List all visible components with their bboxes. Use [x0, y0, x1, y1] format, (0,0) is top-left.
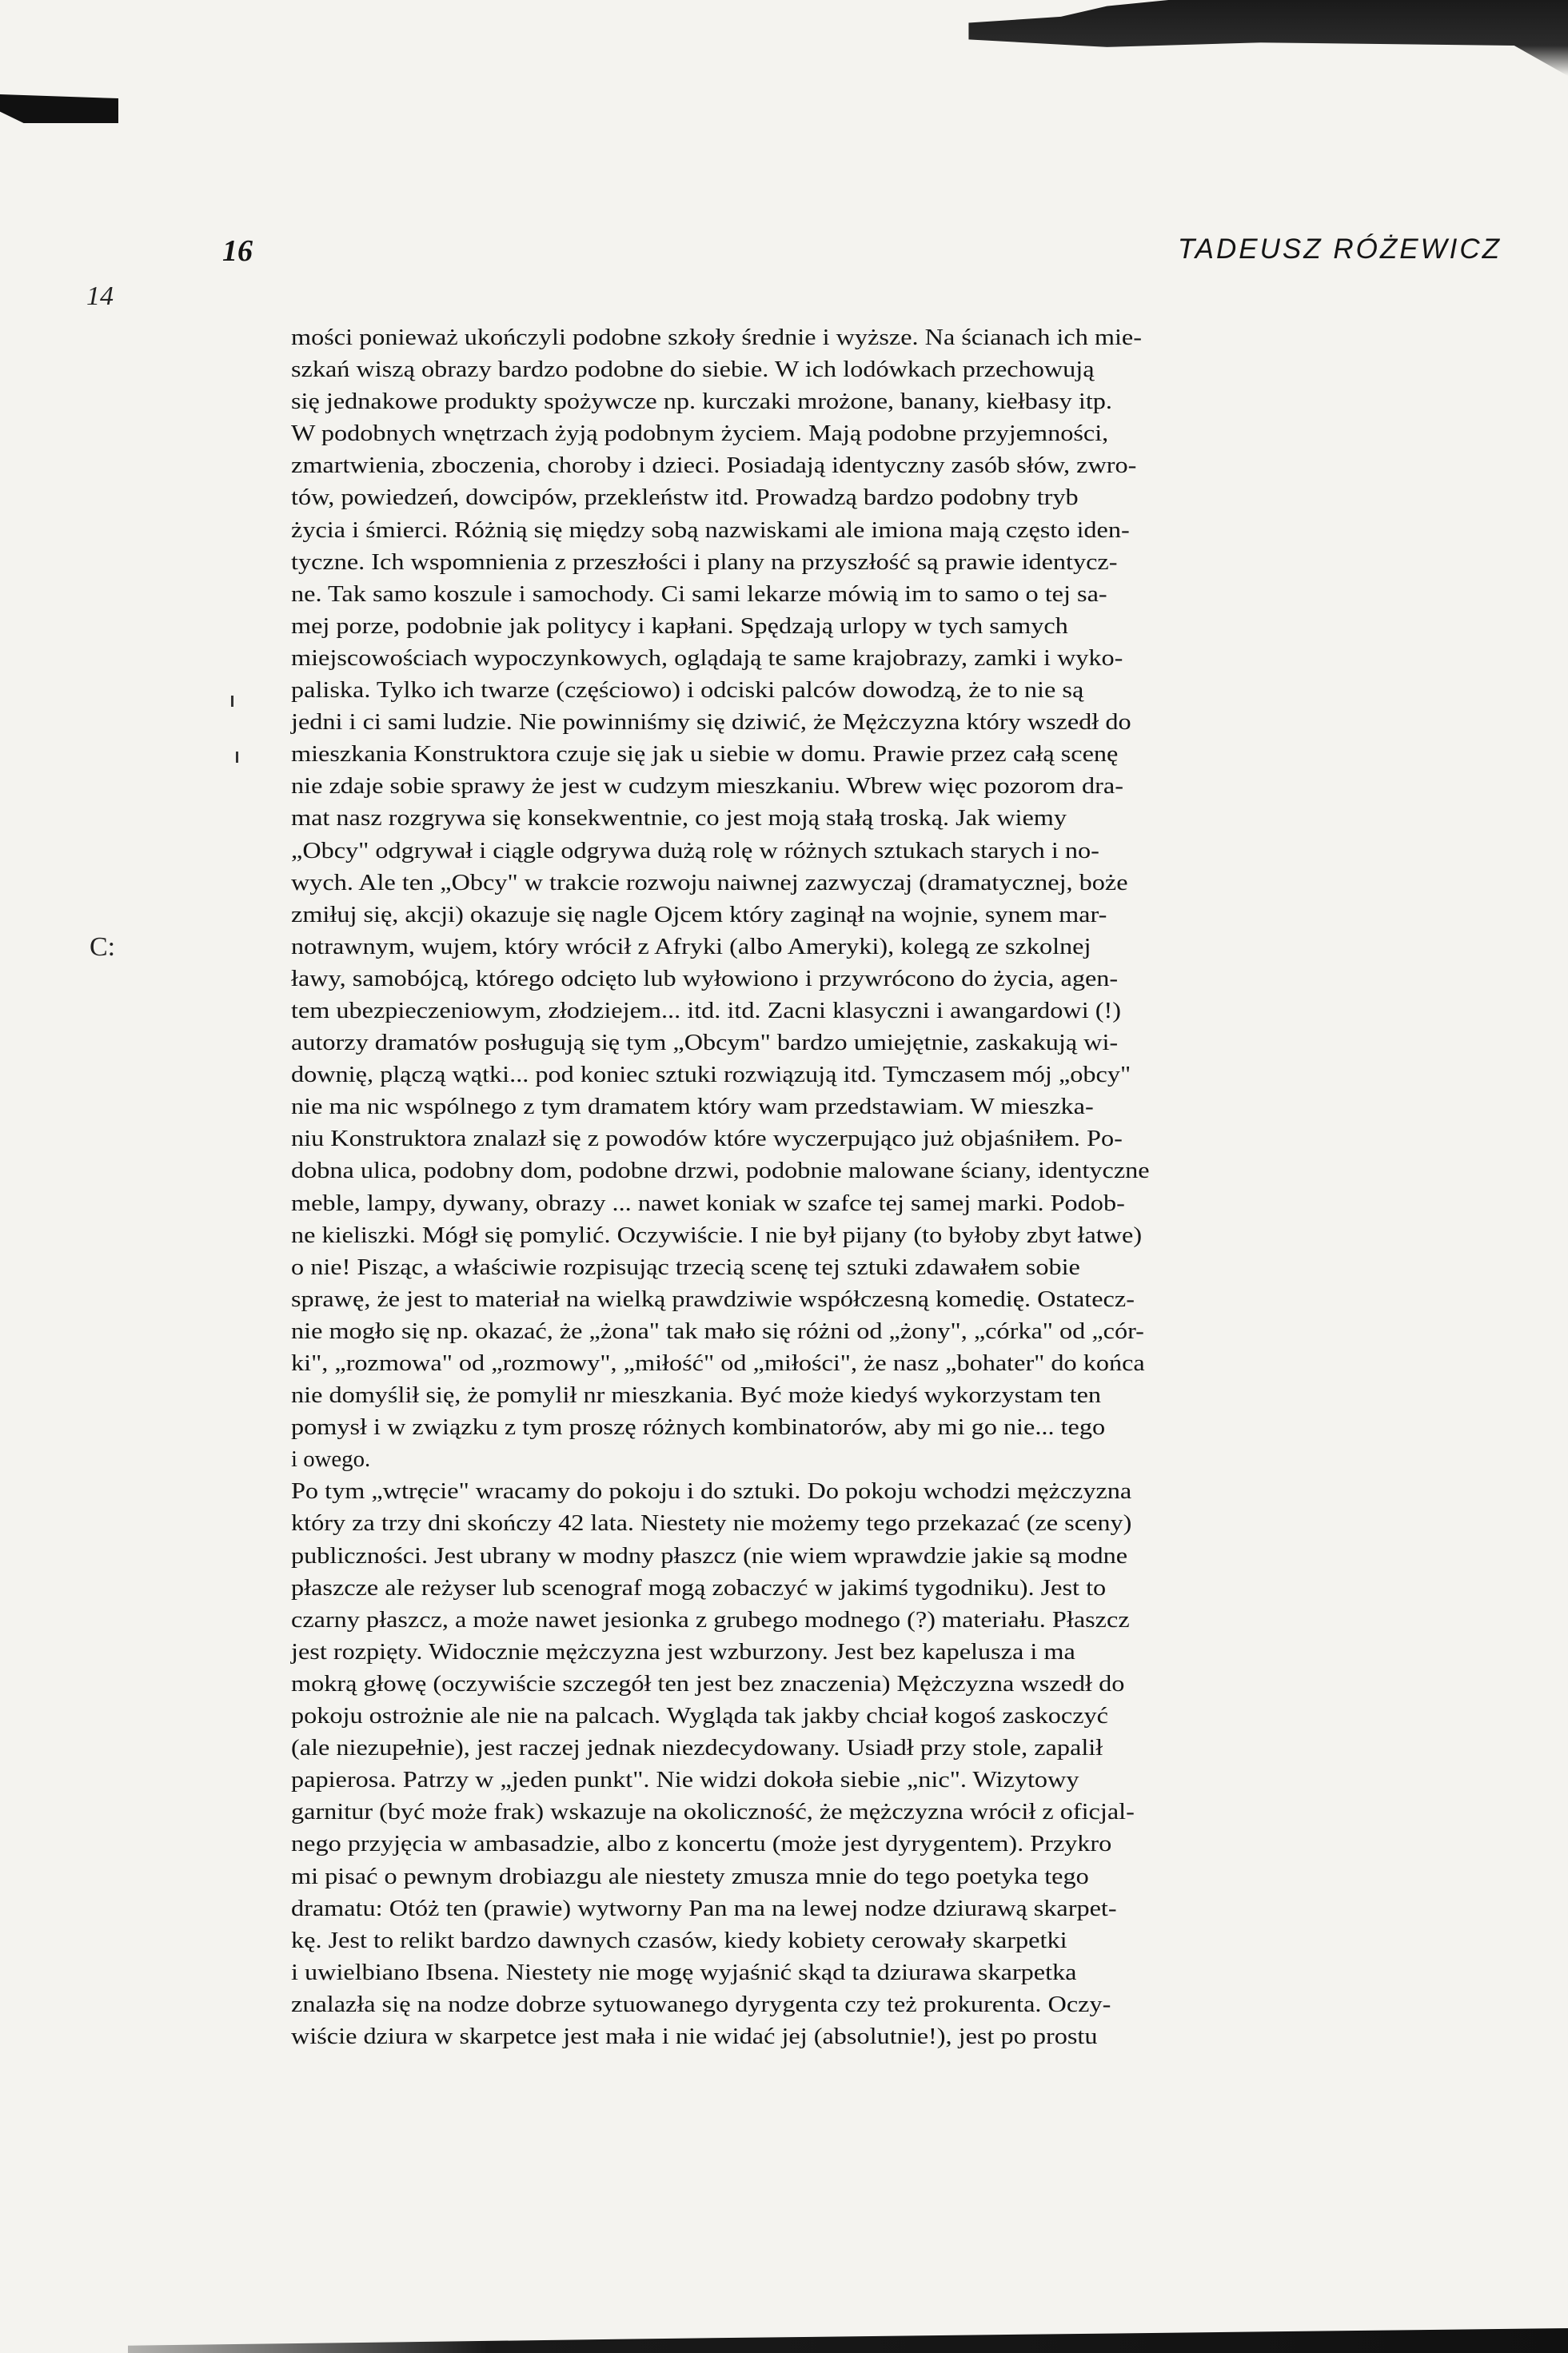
text-line: nego przyjęcia w ambasadzie, albo z koncertu (może jest dyrygentem). Przykro [291, 1831, 1112, 1857]
margin-tick [236, 752, 238, 763]
text-line: wych. Ale ten „Obcy" w trakcie rozwoju naiwnej zazwyczaj (dramatycznej, boże [291, 869, 1128, 895]
text-line: nie mogło się np. okazać, że „żona" tak mało się różni od „żony", „córka" od „cór- [291, 1318, 1144, 1344]
text-line: czarny płaszcz, a może nawet jesionka z grubego modnego (?) materiału. Płaszcz [291, 1606, 1130, 1633]
text-line: mi pisać o pewnym drobiazgu ale niestety zmusza mnie do tego poetyka tego [291, 1863, 1089, 1889]
text-line: nie ma nic wspólnego z tym dramatem który wam przedstawiam. W mieszka- [291, 1094, 1094, 1120]
text-line: i owego. [291, 1446, 371, 1473]
text-line: miejscowościach wypoczynkowych, oglądają te same krajobrazy, zamki i wyko- [291, 644, 1123, 671]
text-line: zmartwienia, zboczenia, choroby i dzieci. Posiadają identyczny zasób słów, zwro- [291, 453, 1137, 479]
text-line: wiście dziura w skarpetce jest mała i nie widać jej (absolutnie!), jest po prostu [291, 2023, 1098, 2049]
text-line: publiczności. Jest ubrany w modny płaszcz (nie wiem wprawdzie jakie są modne [291, 1542, 1128, 1569]
text-line: nie zdaje sobie sprawy że jest w cudzym mieszkaniu. Wbrew więc pozorom dra- [291, 773, 1123, 800]
text-line: sprawę, że jest to materiał na wielką prawdziwie współczesną komedię. Ostatecz- [291, 1286, 1135, 1312]
text-line: ne kieliszki. Mógł się pomylić. Oczywiście. I nie był pijany (to byłoby zbyt łatwe) [291, 1222, 1143, 1248]
text-line: tyczne. Ich wspomnienia z przeszłości i plany na przyszłość są prawie identycz- [291, 548, 1118, 575]
text-line: Po tym „wtręcie" wracamy do pokoju i do sztuki. Do pokoju wchodzi mężczyzna [291, 1478, 1132, 1505]
text-line: dramatu: Otóż ten (prawie) wytworny Pan ma na lewej nodze dziurawą skarpet- [291, 1895, 1117, 1921]
text-line: pomysł i w związku z tym proszę różnych kombinatorów, aby mi go nie... tego [291, 1414, 1106, 1441]
text-line: garnitur (być może frak) wskazuje na okoliczność, że mężczyzna wrócił z oficjal- [291, 1799, 1135, 1825]
text-line: zmiłuj się, akcji) okazuje się nagle Ojcem który zaginął na wojnie, synem mar- [291, 901, 1107, 927]
text-line: ławy, samobójcą, którego odcięto lub wyłowiono i przywrócono do życia, agen- [291, 965, 1119, 991]
text-line: mokrą głowę (oczywiście szczegół ten jest bez znaczenia) Mężczyzna wszedł do [291, 1670, 1125, 1697]
text-line: życia i śmierci. Różnią się między sobą nazwiskami ale imiona mają często iden- [291, 516, 1130, 543]
page-header [222, 233, 1502, 281]
text-line: tem ubezpieczeniowym, złodziejem... itd. itd. Zacni klasyczni i awangardowi (!) [291, 997, 1121, 1023]
text-line: znalazła się na nodze dobrze sytuowanego dyrygenta czy też prokurenta. Oczy- [291, 1991, 1111, 2017]
text-line: dobna ulica, podobny dom, podobne drzwi, podobnie malowane ściany, identyczne [291, 1158, 1150, 1184]
text-line: szkań wiszą obrazy bardzo podobne do siebie. W ich lodówkach przechowują [291, 357, 1095, 383]
text-line: paliska. Tylko ich twarze (częściowo) i odciski palców dowodzą, że to nie są [291, 677, 1084, 704]
page-number: 16 [222, 234, 253, 268]
scan-mark-left [0, 94, 118, 123]
text-line: autorzy dramatów posługują się tym „Obcym" bardzo umiejętnie, zaskakują wi- [291, 1030, 1119, 1056]
text-line: (ale niezupełnie), jest raczej jednak niezdecydowany. Usiadł przy stole, zapalił [291, 1735, 1103, 1761]
text-line: notrawnym, wujem, który wrócił z Afryki (albo Ameryki), kolegą ze szkolnej [291, 933, 1091, 959]
text-line: „Obcy" odgrywał i ciągle odgrywa dużą rolę w różnych sztukach starych i no- [291, 837, 1099, 863]
text-line: się jednakowe produkty spożywcze np. kurczaki mrożone, banany, kiełbasy itp. [291, 389, 1112, 415]
text-line: niu Konstruktora znalazł się z powodów które wyczerpująco już objaśniłem. Po- [291, 1126, 1123, 1152]
scan-shadow-top [800, 0, 1568, 76]
text-line: jedni i ci sami ludzie. Nie powinniśmy się dziwić, że Mężczyzna który wszedł do [291, 709, 1131, 736]
text-line: o nie! Pisząc, a właściwie rozpisując trzecią scenę tej sztuki zdawałem sobie [291, 1254, 1080, 1280]
margin-mark: C: [90, 932, 116, 962]
body-text [291, 321, 1439, 2052]
text-line: mat nasz rozgrywa się konsekwentnie, co jest moją stałą troską. Jak wiemy [291, 805, 1067, 832]
text-line: mieszkania Konstruktora czuje się jak u siebie w domu. Prawie przez całą scenę [291, 741, 1119, 768]
margin-number: 14 [86, 281, 114, 311]
text-line: pokoju ostrożnie ale nie na palcach. Wygląda tak jakby chciał kogoś zaskoczyć [291, 1703, 1108, 1729]
text-line: mej porze, podobnie jak politycy i kapłani. Spędzają urlopy w tych samych [291, 612, 1068, 639]
text-line: papierosa. Patrzy w „jeden punkt". Nie widzi dokoła siebie „nic". Wizytowy [291, 1767, 1079, 1793]
text-line: który za trzy dni skończy 42 lata. Niestety nie możemy tego przekazać (ze sceny) [291, 1510, 1132, 1537]
running-head: TADEUSZ RÓŻEWICZ [1177, 233, 1502, 265]
text-line: ne. Tak samo koszule i samochody. Ci sami lekarze mówią im to samo o tej sa- [291, 580, 1107, 607]
text-line: i uwielbiano Ibsena. Niestety nie mogę wyjaśnić skąd ta dziurawa skarpetka [291, 1959, 1077, 1985]
text-line: ki", „rozmowa" od „rozmowy", „miłość" od „miłości", że nasz „bohater" do końca [291, 1350, 1145, 1376]
text-line: kę. Jest to relikt bardzo dawnych czasów, kiedy kobiety cerowały skarpetki [291, 1927, 1067, 1953]
margin-tick [231, 696, 233, 707]
text-line: meble, lampy, dywany, obrazy ... nawet koniak w szafce tej samej marki. Podob- [291, 1190, 1125, 1216]
text-line: downię, plączą wątki... pod koniec sztuki rozwiązują itd. Tymczasem mój „obcy" [291, 1062, 1131, 1088]
scan-shadow-bottom [128, 2328, 1568, 2353]
text-line: tów, powiedzeń, dowcipów, przekleństw itd. Prowadzą bardzo podobny tryb [291, 485, 1079, 511]
text-line: W podobnych wnętrzach żyją podobnym życiem. Mają podobne przyjemności, [291, 421, 1109, 447]
text-line: nie domyślił się, że pomylił nr mieszkania. Być może kiedyś wykorzystam ten [291, 1382, 1102, 1409]
text-line: płaszcze ale reżyser lub scenograf mogą zobaczyć w jakimś tygodniku). Jest to [291, 1574, 1107, 1601]
text-line: mości ponieważ ukończyli podobne szkoły średnie i wyższe. Na ścianach ich mie- [291, 325, 1142, 350]
text-line: jest rozpięty. Widocznie mężczyzna jest wzburzony. Jest bez kapelusza i ma [291, 1638, 1075, 1665]
